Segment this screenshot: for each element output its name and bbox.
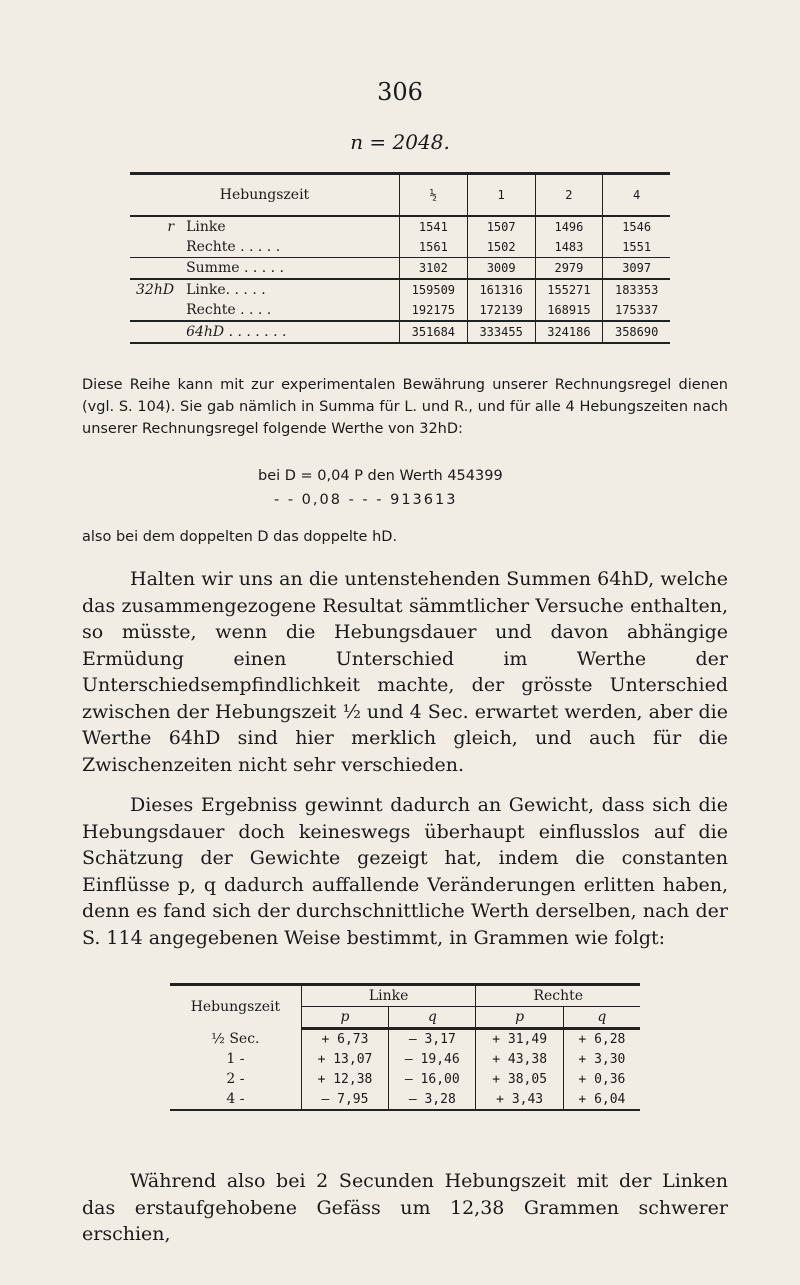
row-group-label: 32hD [136, 282, 175, 298]
cell: 3009 [467, 258, 535, 280]
cell: 1507 [467, 216, 535, 237]
row-label: 2 - [226, 1071, 245, 1087]
body-paragraph-3 [82, 1168, 728, 1248]
table-row [170, 1089, 640, 1110]
row-group-label [130, 321, 180, 343]
cell: — 7,95 [301, 1089, 388, 1110]
row-group-label [130, 300, 180, 321]
cell: 1546 [603, 216, 670, 237]
cell: 192175 [399, 300, 467, 321]
row-label: Rechte . . . . . [186, 239, 281, 255]
cell: + 3,43 [476, 1089, 563, 1110]
table-hebungszeit [130, 172, 670, 344]
body-paragraph-1 [82, 566, 728, 778]
header-col-1: ½ [399, 174, 467, 217]
row-label: ½ Sec. [211, 1030, 260, 1047]
paragraph-text: Während also bei 2 Secunden Hebungszeit mit der Linken das erstaufgehobene Gefäss um 12,38 Grammen schwerer erschien, [82, 1170, 728, 1245]
table-group-header [170, 985, 640, 1007]
paragraph-text: Halten wir uns an die untenstehenden Summen 64hD, welche das zusammengezogene Resultat sämmtlicher Versuche enthalten, so müsste, wenn die Hebungsdauer und davon abhängige Ermüdung einen Unterschied im Werthe der Unterschiedsempfindlichkeit machte, der grösste Unterschied zwischen der Hebungszeit ½ und 4 Sec. erwartet werden, aber die Werthe 64hD sind hier merklich gleich, und auch für die Zwischenzeiten nicht sehr verschieden. [82, 568, 728, 776]
row-label: 1 - [226, 1051, 245, 1067]
cell: 324186 [535, 321, 603, 343]
small-paragraph-2: also bei dem doppelten D das doppelte hD. [82, 529, 398, 545]
cell: 1561 [399, 237, 467, 258]
table-row [170, 1049, 640, 1069]
cell: 161316 [467, 279, 535, 300]
paragraph-text: Dieses Ergebniss gewinnt dadurch an Gewicht, dass sich die Hebungsdauer doch keineswegs überhaupt einflusslos auf die Schätzung der Gewichte gezeigt hat, indem die constanten Einflüsse p, q dadurch auffallende Veränderungen erlitten haben, denn es fand sich der durchschnittliche Werth derselben, nach der S. 114 angegebenen Weise bestimmt, in Grammen wie folgt: [82, 794, 728, 949]
table-row-summe [130, 258, 670, 280]
cell: + 13,07 [301, 1049, 388, 1069]
row-label: 4 - [170, 1089, 301, 1110]
group-linke: Linke [301, 985, 476, 1007]
table-row [170, 1029, 640, 1050]
cell: 1483 [535, 237, 603, 258]
cell: — 3,17 [389, 1029, 476, 1050]
row-label: Linke [186, 219, 226, 235]
cell: 3097 [603, 258, 670, 280]
header-hebungszeit: Hebungszeit [130, 174, 399, 217]
header-col-3: 2 [535, 174, 603, 217]
cell: 1551 [603, 237, 670, 258]
sub-p-linke: p [301, 1007, 388, 1029]
row-group-label: r [167, 219, 175, 235]
cell: 159509 [399, 279, 467, 300]
group-rechte: Rechte [476, 985, 640, 1007]
cell: 3102 [399, 258, 467, 280]
cell: 358690 [603, 321, 670, 343]
cell: 351684 [399, 321, 467, 343]
cell: — 16,00 [389, 1069, 476, 1089]
sub-p-rechte: p [476, 1007, 563, 1029]
cell: + 6,28 [563, 1029, 640, 1050]
cell: 1541 [399, 216, 467, 237]
header-col-4: 4 [603, 174, 670, 217]
cell: 333455 [467, 321, 535, 343]
row-group-label [130, 237, 180, 258]
formula-line-2: - - 0,08 - - - 913613 [274, 492, 458, 508]
cell: + 31,49 [476, 1029, 563, 1050]
cell: 172139 [467, 300, 535, 321]
table-row-total [130, 321, 670, 343]
sub-q-linke: q [389, 1007, 476, 1029]
cell: 168915 [535, 300, 603, 321]
cell: + 6,04 [563, 1089, 640, 1110]
cell: 2979 [535, 258, 603, 280]
row-group-label [130, 258, 180, 280]
cell: + 43,38 [476, 1049, 563, 1069]
header-hebungszeit: Hebungszeit [170, 985, 301, 1029]
table-row [130, 300, 670, 321]
cell: — 19,46 [389, 1049, 476, 1069]
cell: + 6,73 [301, 1029, 388, 1050]
header-col-2: 1 [467, 174, 535, 217]
table-header-row [130, 174, 670, 217]
cell: 183353 [603, 279, 670, 300]
cell: 1502 [467, 237, 535, 258]
cell: 1496 [535, 216, 603, 237]
cell: + 3,30 [563, 1049, 640, 1069]
formula-line-1: bei D = 0,04 P den Werth 454399 [258, 468, 503, 484]
small-paragraph: Diese Reihe kann mit zur experimentalen Bewährung unserer Rechnungsregel dienen (vgl. S. 104). Sie gab nämlich in Summa für L. und R., und für alle 4 Hebungszeiten nach unserer Rechnungsregel folgende Werthe von 32hD: [82, 377, 728, 437]
cell: 155271 [535, 279, 603, 300]
page-number: 306 [377, 78, 423, 106]
n-label: n = 2048. [350, 130, 450, 154]
row-label: 64hD . . . . . . . [180, 321, 399, 343]
row-label: Summe . . . . . [180, 258, 399, 280]
cell: + 12,38 [301, 1069, 388, 1089]
table-row [170, 1069, 640, 1089]
sub-q-rechte: q [563, 1007, 640, 1029]
cell: 175337 [603, 300, 670, 321]
cell: — 3,28 [389, 1089, 476, 1110]
cell: + 38,05 [476, 1069, 563, 1089]
table-row [130, 279, 670, 300]
row-label: Linke. . . . . [186, 282, 266, 298]
table-row [130, 216, 670, 237]
table-row [130, 237, 670, 258]
row-label: Rechte . . . . [186, 302, 272, 318]
table-constant-influences [170, 983, 640, 1111]
cell: + 0,36 [563, 1069, 640, 1089]
body-paragraph-2 [82, 792, 728, 951]
